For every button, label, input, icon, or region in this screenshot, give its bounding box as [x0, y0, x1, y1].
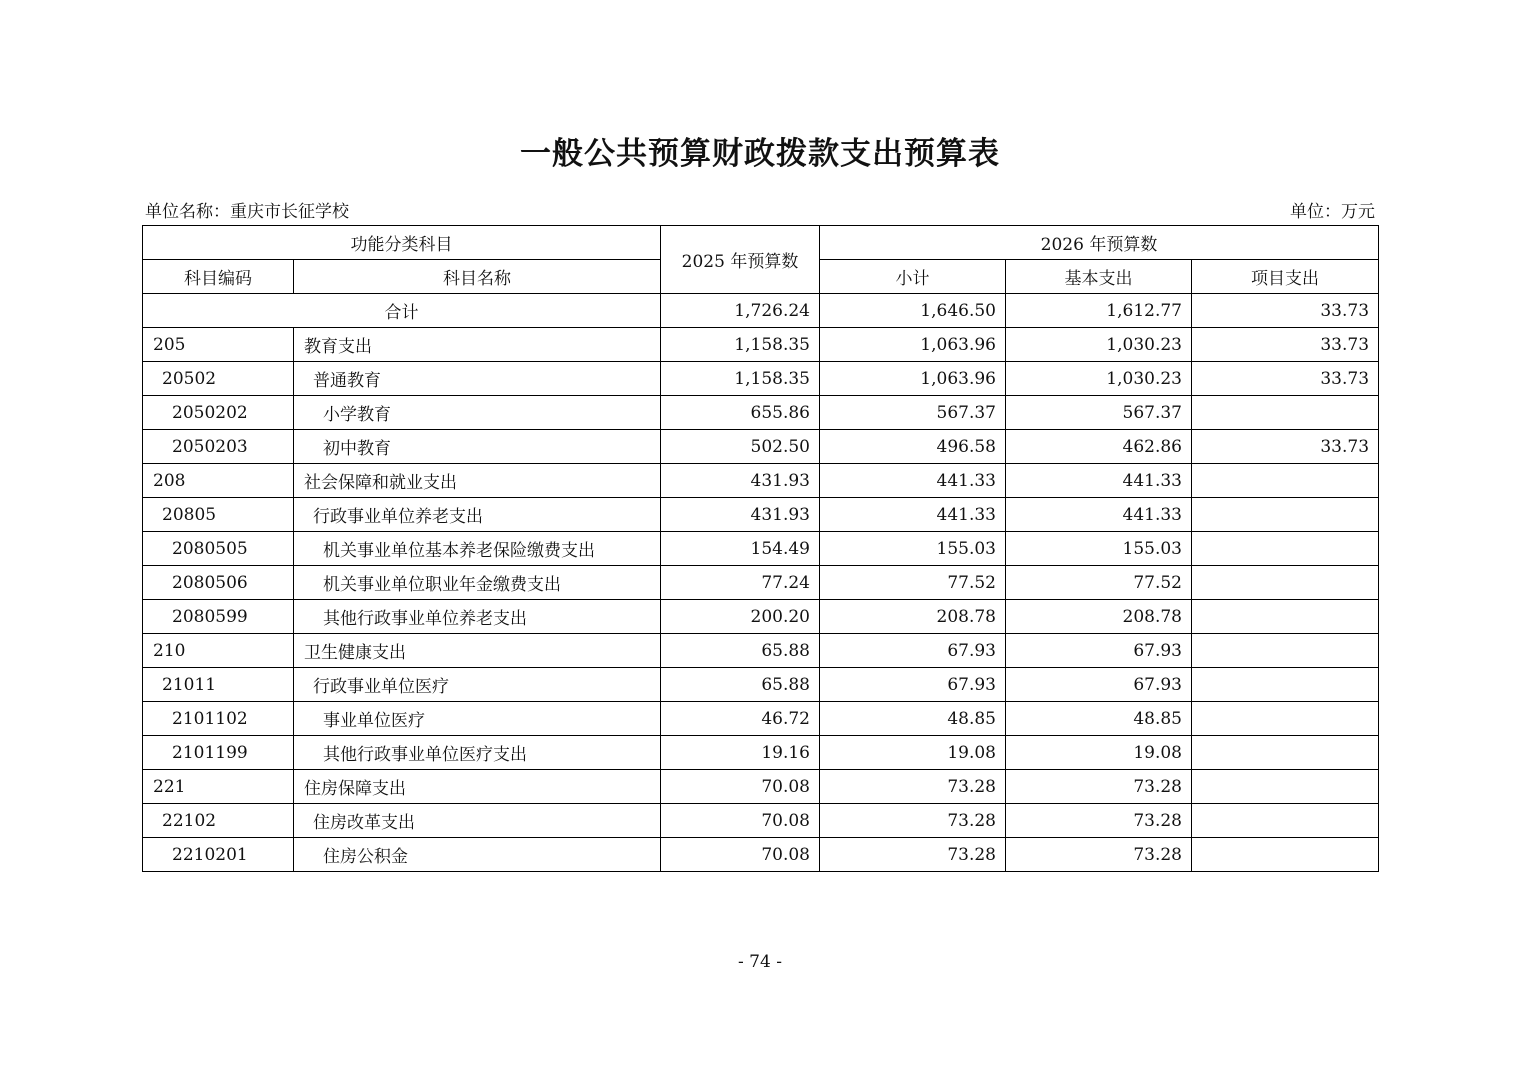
row-subtotal: 67.93	[820, 634, 1006, 668]
row-code: 2101102	[143, 702, 294, 736]
row-basic: 73.28	[1006, 838, 1192, 872]
row-name: 小学教育	[294, 396, 661, 430]
row-project	[1192, 600, 1379, 634]
header-name: 科目名称	[294, 260, 661, 294]
row-subtotal: 73.28	[820, 770, 1006, 804]
total-2025: 1,726.24	[661, 294, 820, 328]
row-subtotal: 73.28	[820, 804, 1006, 838]
row-name: 普通教育	[294, 362, 661, 396]
table-row	[143, 804, 1379, 838]
row-project	[1192, 634, 1379, 668]
table-row	[143, 498, 1379, 532]
row-basic: 441.33	[1006, 464, 1192, 498]
row-subtotal: 155.03	[820, 532, 1006, 566]
row-name: 行政事业单位医疗	[294, 668, 661, 702]
row-basic: 73.28	[1006, 804, 1192, 838]
row-subtotal: 496.58	[820, 430, 1006, 464]
row-name: 机关事业单位基本养老保险缴费支出	[294, 532, 661, 566]
row-basic: 73.28	[1006, 770, 1192, 804]
row-basic: 1,030.23	[1006, 328, 1192, 362]
row-code: 2050203	[143, 430, 294, 464]
row-name: 行政事业单位养老支出	[294, 498, 661, 532]
table-row	[143, 702, 1379, 736]
row-subtotal: 567.37	[820, 396, 1006, 430]
row-project: 33.73	[1192, 362, 1379, 396]
row-code: 2080505	[143, 532, 294, 566]
row-subtotal: 77.52	[820, 566, 1006, 600]
row-basic: 1,030.23	[1006, 362, 1192, 396]
row-name: 卫生健康支出	[294, 634, 661, 668]
row-subtotal: 73.28	[820, 838, 1006, 872]
row-2025: 154.49	[661, 532, 820, 566]
row-project	[1192, 804, 1379, 838]
row-project	[1192, 498, 1379, 532]
row-project: 33.73	[1192, 328, 1379, 362]
row-2025: 70.08	[661, 770, 820, 804]
page-number: - 74 -	[738, 952, 782, 972]
row-code: 205	[143, 328, 294, 362]
row-name: 住房改革支出	[294, 804, 661, 838]
row-project: 33.73	[1192, 430, 1379, 464]
row-code: 208	[143, 464, 294, 498]
table-row	[143, 770, 1379, 804]
header-basic: 基本支出	[1006, 260, 1192, 294]
row-project	[1192, 736, 1379, 770]
header-project: 项目支出	[1192, 260, 1379, 294]
row-2025: 502.50	[661, 430, 820, 464]
row-2025: 70.08	[661, 838, 820, 872]
row-code: 221	[143, 770, 294, 804]
row-subtotal: 1,063.96	[820, 328, 1006, 362]
row-2025: 1,158.35	[661, 362, 820, 396]
row-project	[1192, 770, 1379, 804]
row-2025: 77.24	[661, 566, 820, 600]
row-project	[1192, 464, 1379, 498]
row-code: 2050202	[143, 396, 294, 430]
row-basic: 48.85	[1006, 702, 1192, 736]
row-name: 机关事业单位职业年金缴费支出	[294, 566, 661, 600]
row-basic: 462.86	[1006, 430, 1192, 464]
total-subtotal: 1,646.50	[820, 294, 1006, 328]
row-2025: 19.16	[661, 736, 820, 770]
row-basic: 567.37	[1006, 396, 1192, 430]
row-name: 社会保障和就业支出	[294, 464, 661, 498]
row-code: 20502	[143, 362, 294, 396]
row-basic: 441.33	[1006, 498, 1192, 532]
row-code: 2210201	[143, 838, 294, 872]
row-name: 事业单位医疗	[294, 702, 661, 736]
table-row	[143, 838, 1379, 872]
row-project	[1192, 668, 1379, 702]
table-row	[143, 736, 1379, 770]
table-row	[143, 600, 1379, 634]
row-name: 初中教育	[294, 430, 661, 464]
total-project: 33.73	[1192, 294, 1379, 328]
row-code: 2080599	[143, 600, 294, 634]
row-basic: 19.08	[1006, 736, 1192, 770]
budget-table	[142, 225, 1379, 872]
header-subtotal: 小计	[820, 260, 1006, 294]
table-row	[143, 464, 1379, 498]
row-2025: 431.93	[661, 498, 820, 532]
total-row	[143, 294, 1379, 328]
table-body	[143, 294, 1379, 872]
row-name: 教育支出	[294, 328, 661, 362]
row-subtotal: 67.93	[820, 668, 1006, 702]
row-subtotal: 1,063.96	[820, 362, 1006, 396]
table-row	[143, 566, 1379, 600]
row-subtotal: 19.08	[820, 736, 1006, 770]
row-name: 其他行政事业单位养老支出	[294, 600, 661, 634]
header-2026: 2026 年预算数	[820, 226, 1379, 260]
row-basic: 155.03	[1006, 532, 1192, 566]
header-row-1	[143, 226, 1379, 260]
row-name: 住房保障支出	[294, 770, 661, 804]
total-label: 合计	[143, 294, 661, 328]
row-code: 2080506	[143, 566, 294, 600]
row-name: 住房公积金	[294, 838, 661, 872]
table-row	[143, 668, 1379, 702]
row-code: 21011	[143, 668, 294, 702]
row-2025: 65.88	[661, 634, 820, 668]
row-2025: 1,158.35	[661, 328, 820, 362]
row-2025: 200.20	[661, 600, 820, 634]
row-2025: 655.86	[661, 396, 820, 430]
header-func-class: 功能分类科目	[143, 226, 661, 260]
page-title: 一般公共预算财政拨款支出预算表	[520, 136, 1000, 172]
row-2025: 431.93	[661, 464, 820, 498]
row-basic: 67.93	[1006, 634, 1192, 668]
row-name: 其他行政事业单位医疗支出	[294, 736, 661, 770]
table-row	[143, 396, 1379, 430]
row-2025: 46.72	[661, 702, 820, 736]
total-basic: 1,612.77	[1006, 294, 1192, 328]
table-row	[143, 362, 1379, 396]
unit-name-label: 单位名称：重庆市长征学校	[145, 202, 349, 222]
row-project	[1192, 702, 1379, 736]
table-row	[143, 328, 1379, 362]
row-2025: 65.88	[661, 668, 820, 702]
table-row	[143, 532, 1379, 566]
row-project	[1192, 532, 1379, 566]
row-code: 22102	[143, 804, 294, 838]
row-project	[1192, 566, 1379, 600]
table-row	[143, 430, 1379, 464]
row-2025: 70.08	[661, 804, 820, 838]
row-project	[1192, 396, 1379, 430]
row-basic: 77.52	[1006, 566, 1192, 600]
row-code: 210	[143, 634, 294, 668]
unit-label: 单位：万元	[1290, 202, 1375, 222]
header-code: 科目编码	[143, 260, 294, 294]
row-basic: 208.78	[1006, 600, 1192, 634]
row-code: 2101199	[143, 736, 294, 770]
row-subtotal: 441.33	[820, 464, 1006, 498]
table-row	[143, 634, 1379, 668]
header-2025: 2025 年预算数	[661, 226, 820, 294]
row-subtotal: 208.78	[820, 600, 1006, 634]
row-subtotal: 441.33	[820, 498, 1006, 532]
row-subtotal: 48.85	[820, 702, 1006, 736]
row-basic: 67.93	[1006, 668, 1192, 702]
row-code: 20805	[143, 498, 294, 532]
row-project	[1192, 838, 1379, 872]
